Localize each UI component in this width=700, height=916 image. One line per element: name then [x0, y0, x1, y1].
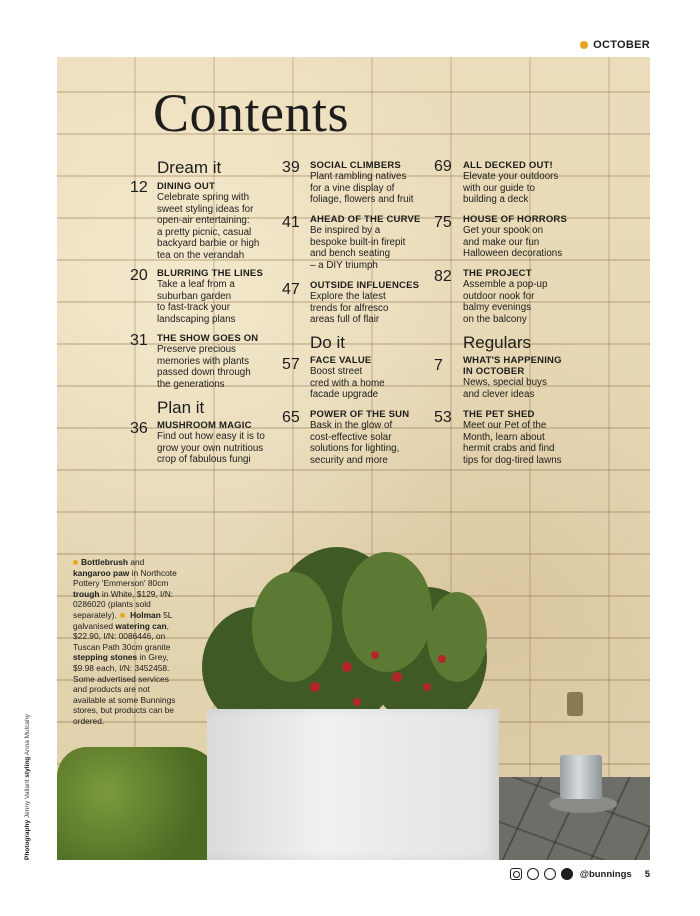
entry-heading: MUSHROOM MAGIC: [157, 420, 252, 431]
entry-page-number: 65: [282, 409, 300, 426]
entry-page-number: 82: [434, 268, 452, 285]
entry-heading: THE SHOW GOES ON: [157, 333, 259, 344]
section-do-it: Do it: [310, 333, 345, 352]
garden-tap: [567, 692, 583, 716]
entry-description: Elevate your outdoors with our guide to building a deck: [463, 171, 559, 206]
photo-caption: Bottlebrush and kangaroo paw in Northcote Pottery 'Emmerson' 80cm trough in White, $129, I/N: 0286020 (plants sold separately). Holman 5L galvanised watering can, $22.90, I/N: 0086446, on Tuscan Path 30cm granite stepping stones in Grey, $9.98 each, I/N: 3452458. Some advertised services and products are not available at some Bunnings stores, but products can be ordered.: [73, 557, 177, 726]
entry-heading: BLURRING THE LINES: [157, 268, 263, 279]
entry-page-number: 69: [434, 158, 452, 175]
section-dream-it: Dream it: [157, 158, 222, 177]
instagram-icon[interactable]: [510, 868, 522, 880]
watering-can: [560, 755, 602, 799]
entry-page-number: 39: [282, 159, 300, 176]
entry-power-of-the-sun[interactable]: [282, 409, 410, 466]
entry-dining-out[interactable]: [130, 179, 260, 262]
entry-page-number: 20: [130, 267, 148, 284]
entry-ahead-of-the-curve[interactable]: [282, 214, 421, 271]
entry-page-number: 47: [282, 281, 300, 298]
entry-page-number: 31: [130, 332, 148, 349]
entry-heading: OUTSIDE INFLUENCES: [310, 280, 420, 291]
facebook-icon[interactable]: [561, 868, 573, 880]
entry-description: Meet our Pet of the Month, learn about hermit crabs and find tips for dog-tired lawns: [463, 420, 562, 466]
tiktok-icon[interactable]: [544, 868, 556, 880]
entry-page-number: 53: [434, 409, 452, 426]
hedge: [57, 747, 222, 860]
entry-heading: SOCIAL CLIMBERS: [310, 160, 401, 171]
entry-heading: AHEAD OF THE CURVE: [310, 214, 421, 225]
page-number: 5: [644, 868, 650, 880]
entry-page-number: 75: [434, 214, 452, 231]
white-trough-planter: [207, 709, 499, 860]
entry-description: Assemble a pop-up outdoor nook for balmy evenings on the balcony: [463, 279, 548, 325]
month-dot-icon: [580, 41, 588, 49]
caption-dot-icon: [120, 613, 125, 618]
entry-description: Plant rambling natives for a vine display of foliage, flowers and fruit: [310, 171, 414, 206]
entry-heading: THE PET SHED: [463, 409, 535, 420]
entry-heading: WHAT'S HAPPENING IN OCTOBER: [463, 355, 562, 377]
entry-page-number: 7: [434, 357, 443, 374]
entry-all-decked-out[interactable]: [434, 158, 559, 206]
photo-credit: Photography Jenny Vallant styling Anna Mulcahy: [24, 714, 31, 860]
entry-page-number: 12: [130, 179, 148, 196]
month-label: OCTOBER: [593, 39, 650, 51]
entry-description: Celebrate spring with sweet styling ideas for open-air entertaining: a pretty picnic, casual backyard barbie or high tea on the verandah: [157, 192, 260, 261]
entry-description: Take a leaf from a suburban garden to fast-track your landscaping plans: [157, 279, 236, 325]
issue-month: [580, 39, 650, 51]
caption-dot-icon: [73, 560, 78, 565]
entry-the-project[interactable]: [434, 268, 548, 325]
entry-social-climbers[interactable]: [282, 159, 414, 206]
entry-house-of-horrors[interactable]: [434, 214, 568, 260]
entry-page-number: 41: [282, 214, 300, 231]
section-regulars: Regulars: [463, 333, 532, 352]
entry-heading: FACE VALUE: [310, 355, 372, 366]
page-title: Contents: [153, 83, 350, 143]
entry-heading: ALL DECKED OUT!: [463, 160, 553, 171]
entry-whats-happening[interactable]: [434, 355, 562, 400]
entry-blurring-the-lines[interactable]: [130, 267, 263, 325]
entry-heading: HOUSE OF HORRORS: [463, 214, 568, 225]
entry-face-value[interactable]: [282, 355, 385, 401]
entry-page-number: 57: [282, 356, 300, 373]
entry-description: Be inspired by a bespoke built-in firepit and bench seating – a DIY triumph: [310, 225, 406, 271]
entry-outside-influences[interactable]: [282, 280, 420, 326]
foliage: [197, 517, 507, 732]
entry-description: Boost street cred with a home facade upgrade: [310, 366, 385, 401]
entry-description: Preserve precious memories with plants passed down through the generations: [157, 344, 251, 390]
entry-the-pet-shed[interactable]: [434, 409, 562, 466]
entry-heading: POWER OF THE SUN: [310, 409, 410, 420]
entry-description: Get your spook on and make our fun Halloween decorations: [463, 225, 563, 260]
entry-description: News, special buys and clever ideas: [463, 377, 547, 400]
footer: [510, 868, 650, 880]
section-plan-it: Plan it: [157, 398, 205, 417]
entry-description: Bask in the glow of cost-effective solar solutions for lighting, security and more: [310, 420, 400, 466]
entry-description: Explore the latest trends for alfresco areas full of flair: [310, 291, 389, 326]
entry-heading: THE PROJECT: [463, 268, 532, 279]
pinterest-icon[interactable]: [527, 868, 539, 880]
entry-description: Find out how easy it is to grow your own nutritious crop of fabulous fungi: [157, 431, 265, 466]
entry-heading: DINING OUT: [157, 181, 215, 192]
entry-the-show-goes-on[interactable]: [130, 332, 259, 390]
entry-mushroom-magic[interactable]: [130, 420, 265, 466]
entry-page-number: 36: [130, 420, 148, 437]
social-handle[interactable]: @bunnings: [579, 868, 632, 880]
